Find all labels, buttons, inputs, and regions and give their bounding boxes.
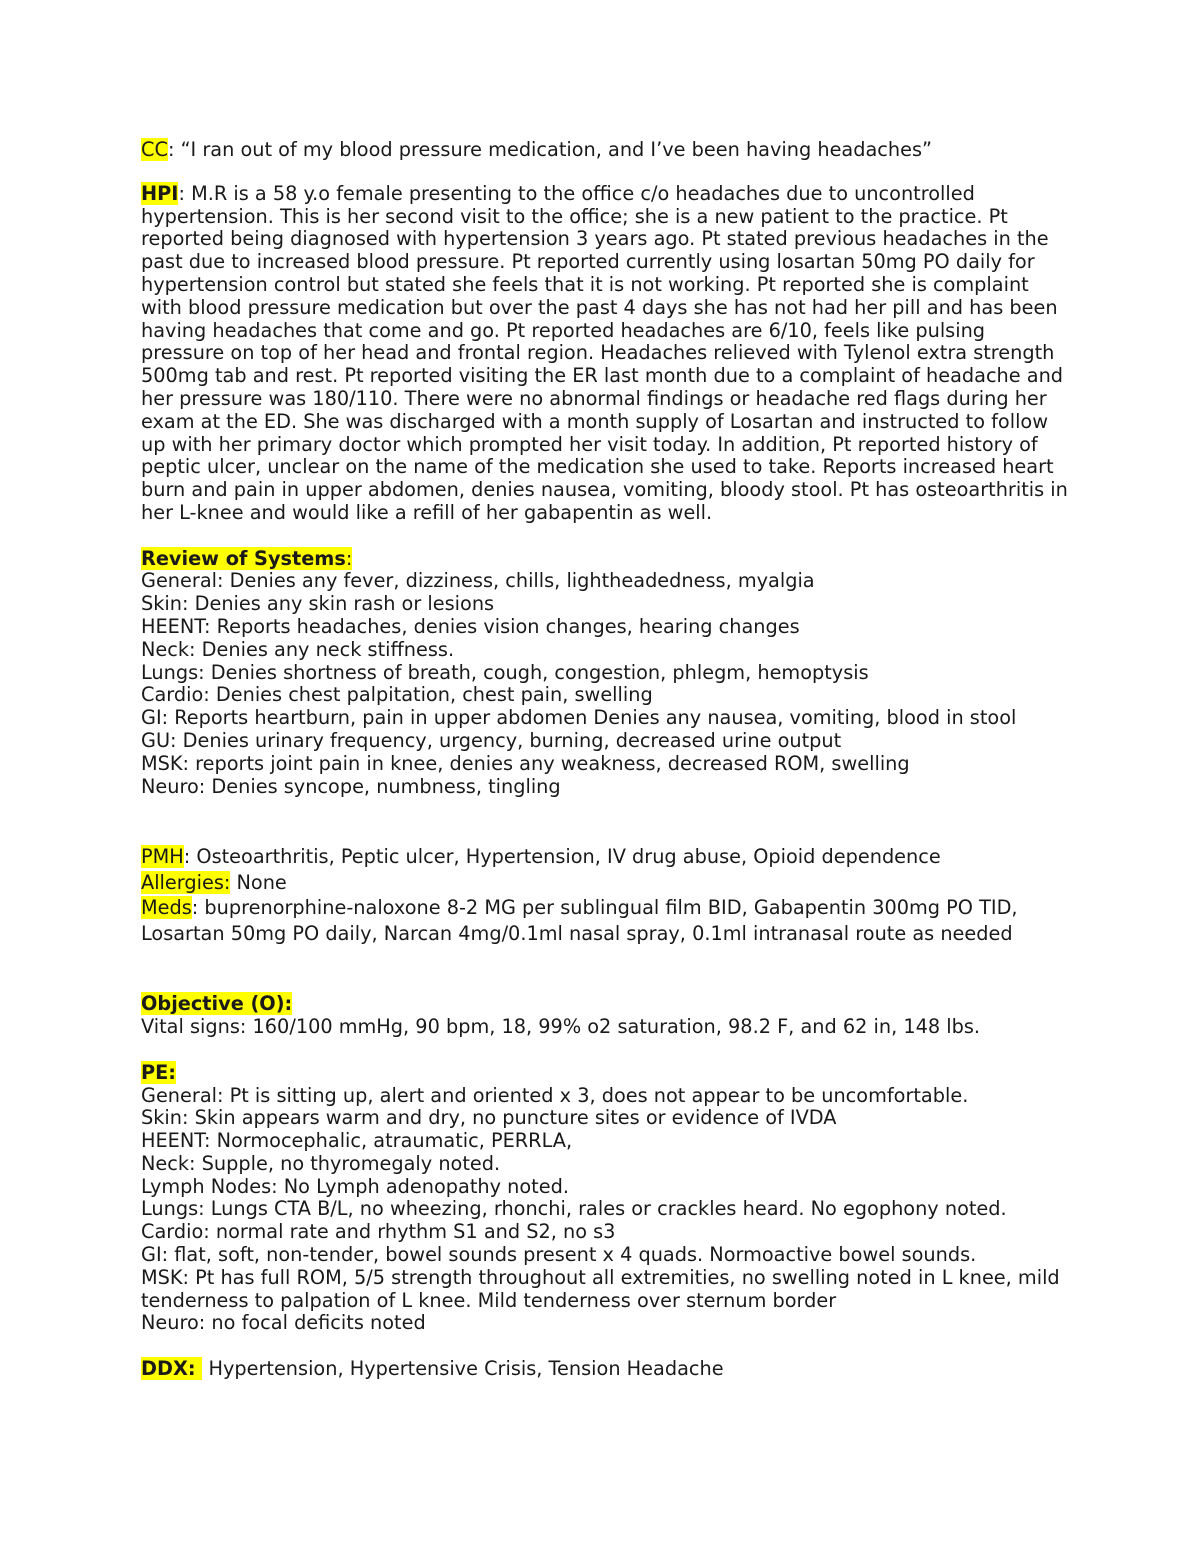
pe-line-gi: GI: flat, soft, non-tender, bowel sounds present x 4 quads. Normoactive bowel sounds. — [141, 1243, 977, 1267]
pmh-text: : Osteoarthritis, Peptic ulcer, Hypertension, IV drug abuse, Opioid dependence — [183, 845, 941, 869]
ros-line-lungs: Lungs: Denies shortness of breath, cough, congestion, phlegm, hemoptysis — [141, 660, 869, 684]
ros-label: Review of Systems — [141, 546, 346, 570]
pe-line-skin: Skin: Skin appears warm and dry, no puncture sites or evidence of IVDA — [141, 1106, 837, 1130]
pmh-label: PMH — [141, 845, 184, 869]
allergies-text: None — [230, 870, 287, 894]
pe-line-lungs: Lungs: Lungs CTA B/L, no wheezing, rhonchi, rales or crackles heard. No egophony noted. — [141, 1197, 1007, 1221]
pe-line-heent: HEENT: Normocephalic, atraumatic, PERRLA, — [141, 1129, 573, 1153]
ros-heading — [141, 548, 1071, 571]
meds-label: Meds — [141, 896, 192, 920]
objective-heading — [141, 993, 1071, 1016]
pe-line-general: General: Pt is sitting up, alert and oriented x 3, does not appear to be uncomfortable. — [141, 1083, 969, 1107]
soap-note-document — [141, 139, 1071, 1381]
pe-line-neck: Neck: Supple, no thyromegaly noted. — [141, 1151, 501, 1175]
allergies-line — [141, 870, 1071, 896]
ddx-text: Hypertension, Hypertensive Crisis, Tension Headache — [202, 1357, 724, 1381]
pe-line-msk: MSK: Pt has full ROM, 5/5 strength throughout all extremities, no swelling noted in L knee, mild tenderness to palpation of L knee. Mild tenderness over sternum border — [141, 1265, 1060, 1312]
pe-label: PE: — [141, 1060, 177, 1084]
allergies-label: Allergies: — [141, 870, 231, 894]
meds-text: : buprenorphine-naloxone 8-2 MG per sublingual film BID, Gabapentin 300mg PO TID, Losartan 50mg PO daily, Narcan 4mg/0.1ml nasal spray, 0.1ml intranasal route as needed — [141, 896, 1018, 946]
ddx-label: DDX: — [141, 1357, 203, 1381]
ros-line-heent: HEENT: Reports headaches, denies vision changes, hearing changes — [141, 614, 800, 638]
ros-line-cardio: Cardio: Denies chest palpitation, chest pain, swelling — [141, 683, 653, 707]
ros-line-gi: GI: Reports heartburn, pain in upper abdomen Denies any nausea, vomiting, blood in stool — [141, 706, 1017, 730]
pe-heading — [141, 1062, 1071, 1085]
hpi-paragraph — [141, 183, 1071, 525]
ros-line-general: General: Denies any fever, dizziness, chills, lightheadedness, myalgia — [141, 569, 815, 593]
ros-line-neck: Neck: Denies any neck stiffness. — [141, 637, 455, 661]
objective-label: Objective (O): — [141, 992, 293, 1016]
vital-signs: Vital signs: 160/100 mmHg, 90 bpm, 18, 99% o2 saturation, 98.2 F, and 62 in, 148 lbs. — [141, 1015, 981, 1039]
cc-label: CC — [141, 138, 168, 161]
pe-line-neuro: Neuro: no focal deficits noted — [141, 1311, 426, 1335]
ros-line-msk: MSK: reports joint pain in knee, denies any weakness, decreased ROM, swelling — [141, 751, 910, 775]
pmh-line — [141, 844, 1071, 870]
ddx-line — [141, 1358, 1071, 1381]
ros-line-gu: GU: Denies urinary frequency, urgency, burning, decreased urine output — [141, 728, 842, 752]
cc-text: : “I ran out of my blood pressure medication, and I’ve been having headaches” — [167, 138, 933, 161]
meds-line — [141, 895, 1071, 947]
pe-line-lymph: Lymph Nodes: No Lymph adenopathy noted. — [141, 1174, 569, 1198]
hpi-text: : M.R is a 58 y.o female presenting to the office c/o headaches due to uncontrolled hypertension. This is her second visit to the office; she is a new patient to the practice. Pt reported being diagnosed with hypertension 3 years ago. Pt stated previous headaches in the past due to increased blood pressure. Pt reported currently using losartan 50mg PO daily for hypertension control but stated she feels that it is not working. Pt reported she is complaint with blood pressure medication but over the past 4 days she has not had her pill and has been having headaches that come and go. Pt reported headaches are 6/10, feels like pulsing pressure on top of her head and frontal region. Headaches relieved with Tylenol extra strength 500mg tab and rest. Pt reported visiting the ER last month due to a complaint of headache and her pressure was 180/110. There were no abnormal findings or headache red flags during her exam at the ED. She was discharged with a month supply of Losartan and instructed to follow up with her primary doctor which prompted her visit today. In addition, Pt reported history of peptic ulcer, unclear on the name of the medication she used to take. Reports increased heart burn and pain in upper abdomen, denies nausea, vomiting, bloody stool. Pt has osteoarthritis in her L-knee and would like a refill of her gabapentin as well. — [141, 181, 1068, 524]
ros-line-skin: Skin: Denies any skin rash or lesions — [141, 592, 495, 616]
ros-colon: : — [345, 546, 353, 570]
hpi-label: HPI — [141, 181, 179, 205]
ros-line-neuro: Neuro: Denies syncope, numbness, tingling — [141, 774, 561, 798]
pe-line-cardio: Cardio: normal rate and rhythm S1 and S2, no s3 — [141, 1220, 616, 1244]
chief-complaint — [141, 139, 1071, 162]
